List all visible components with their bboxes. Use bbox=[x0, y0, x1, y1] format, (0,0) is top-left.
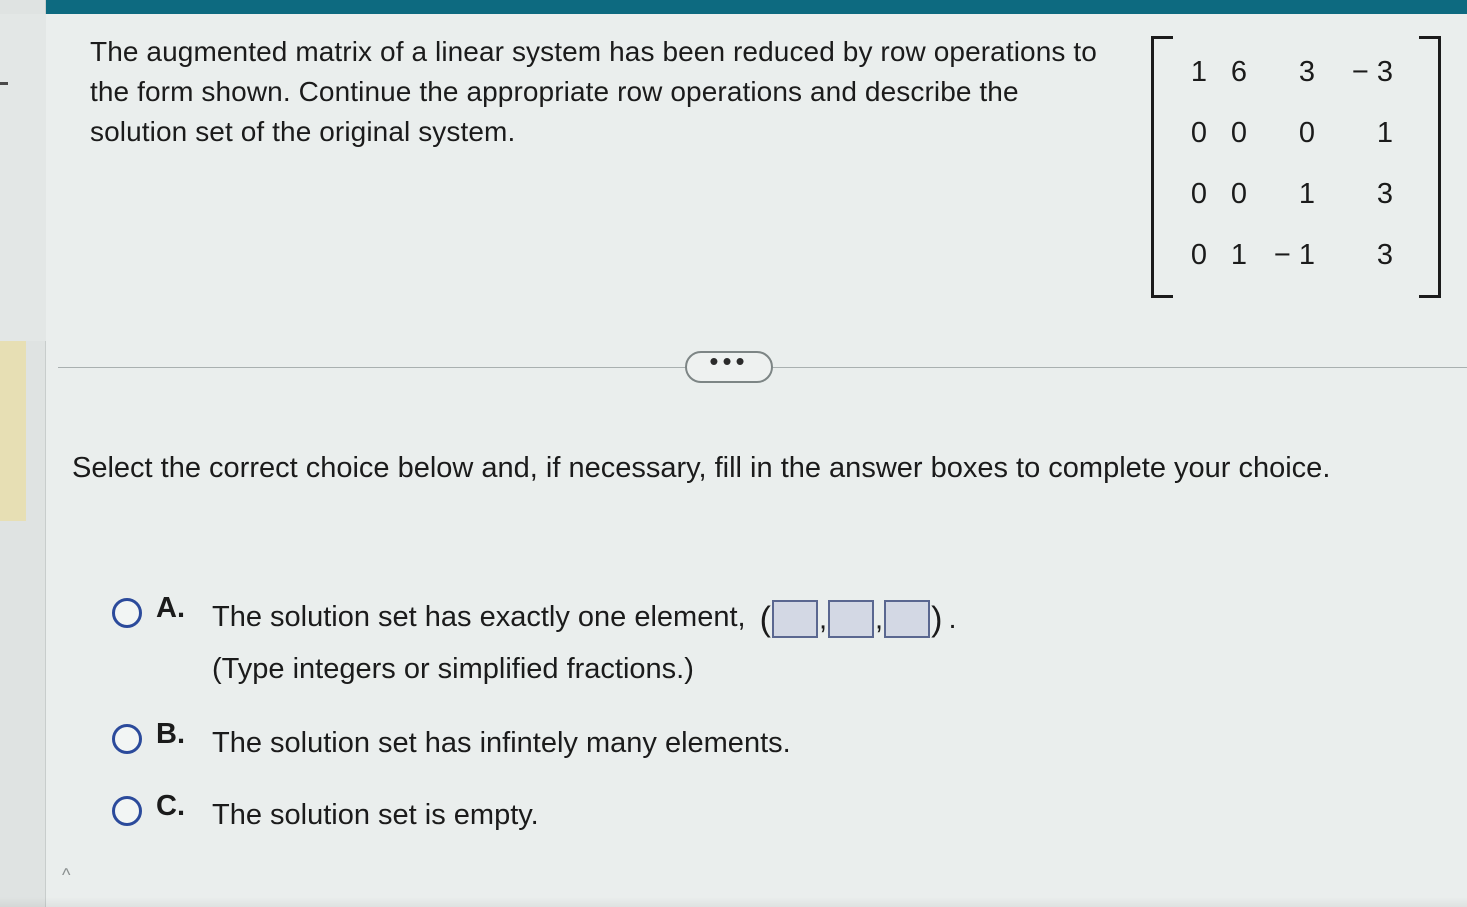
answer-box-x1[interactable] bbox=[772, 600, 818, 638]
matrix-table bbox=[1169, 42, 1401, 286]
choice-c-text: The solution set is empty. bbox=[212, 799, 539, 832]
matrix-cell: − 1 bbox=[1273, 239, 1315, 271]
left-gutter-highlight-strip bbox=[0, 341, 26, 521]
choice-c-body bbox=[212, 790, 1462, 840]
matrix-cell: 0 bbox=[1190, 178, 1207, 210]
left-gutter-upper-panel bbox=[0, 14, 46, 341]
content-area bbox=[46, 14, 1467, 907]
choice-letter-c: C. bbox=[156, 790, 185, 823]
choice-option-a[interactable] bbox=[72, 592, 1462, 694]
answer-box-x3[interactable] bbox=[884, 600, 930, 638]
cursor-artifact: ^ bbox=[62, 865, 71, 885]
choice-a-answer-group bbox=[760, 593, 957, 644]
choice-b-body bbox=[212, 718, 1462, 768]
top-bar bbox=[0, 0, 1467, 14]
choice-a-text: The solution set has exactly one element, bbox=[212, 601, 746, 633]
instruction-text: Select the correct choice below and, if necessary, fill in the answer boxes to complete your choice. bbox=[72, 452, 1331, 484]
matrix-cell: 0 bbox=[1190, 117, 1207, 149]
matrix-cell: 0 bbox=[1230, 117, 1247, 149]
close-paren: ) bbox=[931, 600, 943, 639]
left-edge-tick-mark bbox=[0, 82, 8, 85]
matrix-cell: 6 bbox=[1230, 56, 1247, 88]
matrix-cell: 0 bbox=[1230, 178, 1247, 210]
choice-list bbox=[72, 592, 1462, 858]
choice-option-b[interactable] bbox=[72, 718, 1462, 768]
comma-separator: , bbox=[818, 603, 828, 636]
matrix-cell: 3 bbox=[1376, 239, 1393, 271]
matrix-cell: 1 bbox=[1376, 117, 1393, 149]
augmented-matrix bbox=[1151, 36, 1441, 301]
radio-button-a[interactable] bbox=[112, 598, 142, 628]
matrix-cell: 0 bbox=[1190, 239, 1207, 271]
choice-b-text: The solution set has infintely many elements. bbox=[212, 727, 791, 760]
matrix-row bbox=[1169, 103, 1401, 164]
matrix-row bbox=[1169, 42, 1401, 103]
open-paren: ( bbox=[759, 600, 771, 639]
matrix-row bbox=[1169, 225, 1401, 286]
radio-button-b[interactable] bbox=[112, 724, 142, 754]
bottom-shadow bbox=[0, 897, 1467, 907]
choice-letter-a: A. bbox=[156, 592, 185, 624]
matrix-cell: 0 bbox=[1298, 117, 1315, 149]
comma-separator: , bbox=[875, 603, 884, 636]
choice-option-c[interactable] bbox=[72, 790, 1462, 840]
matrix-cell: 1 bbox=[1230, 239, 1247, 271]
answer-box-x2[interactable] bbox=[828, 600, 874, 638]
matrix-row bbox=[1169, 164, 1401, 225]
problem-statement: The augmented matrix of a linear system has been reduced by row operations to the form shown. Continue the appropriate row operations and describe the solution set of the original system. bbox=[90, 36, 1097, 147]
choice-letter-b: B. bbox=[156, 718, 185, 751]
trailing-period: . bbox=[948, 603, 957, 636]
matrix-right-bracket bbox=[1419, 36, 1441, 298]
choice-a-note: (Type integers or simplified fractions.) bbox=[212, 653, 694, 686]
matrix-cell: 3 bbox=[1298, 56, 1315, 88]
radio-button-c[interactable] bbox=[112, 796, 142, 826]
more-options-ellipsis-button[interactable]: ••• bbox=[685, 351, 773, 383]
matrix-cell: − 3 bbox=[1351, 56, 1393, 88]
matrix-cell: 1 bbox=[1298, 178, 1315, 210]
matrix-cell: 3 bbox=[1376, 178, 1393, 210]
matrix-cell: 1 bbox=[1190, 56, 1207, 88]
choice-a-body bbox=[212, 592, 1462, 694]
